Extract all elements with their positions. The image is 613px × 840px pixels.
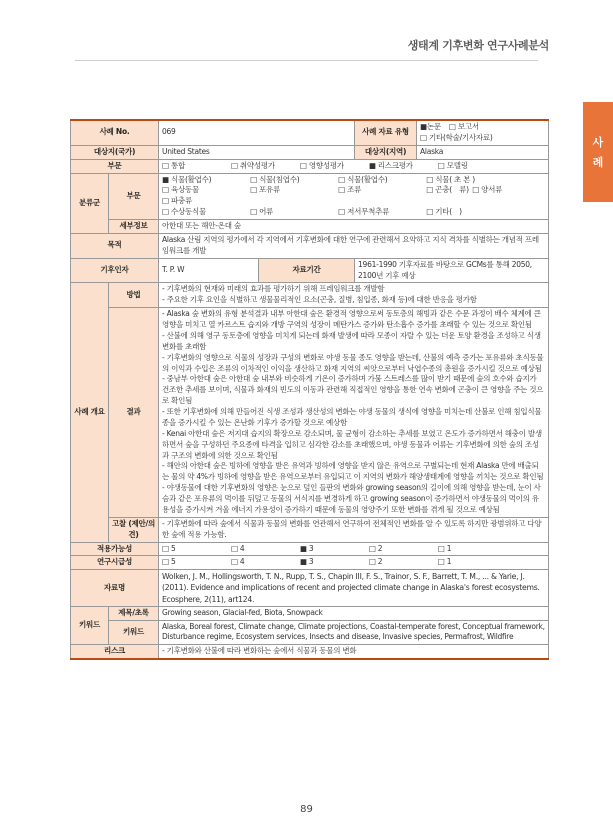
sector-modeling: □ 모델링 — [437, 160, 468, 170]
label-taxon-sector: 부문 — [109, 173, 159, 220]
urgency-5: □ 5 — [162, 557, 176, 567]
label-urgency: 연구시급성 — [71, 556, 159, 570]
taxon-aquatic: □ 수상동식물 — [162, 207, 206, 217]
label-authors: 기후인자 — [71, 258, 159, 283]
urgency-3: ■ 3 — [299, 557, 314, 567]
taxon-amphibian: □ 양서류 — [472, 185, 503, 195]
label-keyword: 키워드 — [71, 606, 109, 645]
result-item: - 산불에 의해 영구 동토층에 영향을 미치게 되는데 화재 발생에 따라 모종이 자랄 수 있는 더운 토양 환경을 조성하고 식생변화를 초래함 — [162, 330, 541, 351]
label-method: 방법 — [109, 283, 159, 308]
urgency-options — [159, 556, 549, 570]
result-item: - 중남부 아한대 숲은 아한대 숲 내부와 비슷하게 기온이 증가하며 가뭄 스트레스를 많이 받기 때문에 숲의 호수와 습지가 건조한 추세를 보이며, 식물과 화재의 빈도의 이동과 관련해 직접적인 영향을 통한 연속 변화에 곤충이 큰 영향을 주는 것으로 확인됨 — [162, 374, 544, 406]
data-type-report: □ 보고서 — [448, 122, 479, 131]
sector-options — [159, 159, 549, 173]
label-kw-title: 제목/초록 — [109, 606, 159, 620]
header-divider — [75, 60, 538, 61]
result-item: - 야생동물에 대한 기후변화의 영향은 눈으로 덮인 들판의 변화와 growing season의 길이에 의해 영향을 받는데, 눈이 사슴과 같은 포유류의 먹이를 뒤덮고 동물의 서식지를 변경하게 하고 growing season이 증가하면서 야생동물의 먹이의 유용성을 증가시켜 겨울 에너지 가용성이 증가하기 때문에 동물의 영양주기 또한 변화를 겪게 될 것으로 예상됨 — [162, 483, 541, 514]
applicability-options — [159, 542, 549, 556]
label-applicability: 적용가능성 — [71, 542, 159, 556]
label-case-no: 사례 No. — [71, 120, 159, 145]
taxon-benthic: □ 저서무척추류 — [338, 207, 390, 217]
taxon-broadleaf-2: □ 식물(활엽수) — [338, 174, 388, 184]
label-sector: 부문 — [71, 159, 159, 173]
method-item: - 기후변화의 현재와 미래의 효과를 평가하기 위해 프레임워크를 개발함 — [162, 284, 385, 294]
label-taxon: 분류군 — [71, 173, 109, 233]
result-item: - 기후변화의 영향으로 식물의 성장과 구성의 변화로 야생 동물 종도 영향을 받는데, 산불의 예측 증가는 포유류와 초식동물의 이익과 수입은 조류의 이차적인 이익을 생산하고 화재 지역의 씨앗으로부터 낙엽수종의 총원을 증가시킬 것으로 예상됨 — [162, 352, 544, 373]
label-summary: 사례 개요 — [71, 283, 109, 542]
applicability-5: □ 5 — [162, 543, 176, 553]
discussion-value: - 기후변화에 따라 숲에서 식물과 동물의 변화를 연관해서 연구하여 전체적인 변화를 알 수 있도록 하지만 광범위하고 다양한 숲에 적용 가능함. — [159, 517, 549, 542]
label-period: 자료기간 — [259, 258, 355, 283]
result-item: - Kenai 아한대 숲은 저지대 습지의 확장으로 감소되며, 물 균형이 감소하는 추세를 보였고 온도가 증가하면서 해충이 발생하면서 숲을 구성하던 주요종에 타격을 입히고 심각한 감소를 초래했으며, 야생 동물과 어류는 기후변화에 의한 숲의 조성과 구조의 변화에 의한 것으로 확인됨 — [162, 428, 542, 460]
label-detail: 세부정보 — [109, 220, 159, 234]
applicability-3: ■ 3 — [299, 543, 314, 553]
taxon-bird: □ 조류 — [338, 185, 362, 195]
authors-value: T. P. W — [159, 258, 259, 283]
sector-risk: ■ 리스크평가 — [368, 160, 413, 170]
purpose-value: Alaska 산림 지역의 평가에서 각 지역에서 기후변화에 대한 연구에 관련해서 요약하고 지식 격차를 식별하는 개념적 프레임워크를 개발 — [159, 233, 549, 258]
label-source: 자료명 — [71, 570, 159, 606]
applicability-2: □ 2 — [368, 543, 383, 553]
period-value: 1961-1990 기후자료를 바탕으로 GCMs를 통해 2050, 2100년 기후 예상 — [355, 258, 549, 283]
country-value: United States — [159, 145, 355, 159]
urgency-1: □ 1 — [437, 557, 452, 567]
label-risk: 리스크 — [71, 645, 159, 659]
taxon-fish: □ 어류 — [250, 207, 274, 217]
taxon-insect: □ 곤충( 류) — [426, 185, 469, 195]
sector-vulnerability: □ 취약성평가 — [230, 160, 275, 170]
section-side-tab — [583, 102, 613, 202]
label-data-type: 사례 자료 유형 — [355, 120, 417, 145]
case-summary-table — [70, 119, 549, 660]
taxon-options — [159, 173, 549, 220]
taxon-broadleaf: ■ 식물(활엽수) — [162, 174, 212, 184]
data-type-options — [417, 120, 549, 145]
side-tab-char-2: 례 — [592, 156, 604, 169]
taxon-mammal: □ 포유류 — [250, 185, 281, 195]
label-result: 결과 — [109, 308, 159, 518]
result-item: - 또한 기후변화에 의해 만들어진 식생 조성과 생산성의 변화는 야생 동물의 생식에 영향을 미치는데 산불로 인해 침입식물 종을 증가시킬 수 있는 온난화 기후가 증가할 것으로 예상함 — [162, 407, 542, 427]
taxon-terrestrial: □ 육상동물 — [162, 185, 199, 195]
source-value: Wolken, J. M., Hollingsworth, T. N., Rupp, T. S., Chapin III, F. S., Trainor, S. F., Barrett, T. M., ... & Yarie, J. (2011). Evidence and implications of recent and projected climate change in Alaska's forest ecosystems. Ecosphere, 2(11), art124. — [159, 570, 549, 606]
result-item: - Alaska 숲 변화의 유형 분석결과 내부 아한대 숲은 환경적 영향으로써 동토층의 해빙과 같은 수문 과정이 배수 체계에 큰 영향을 미치고 열 카르스트 습지와 개방 구역의 성장이 메탄가스 증가와 탄소흡수 증가를 초래할 수 있는 것으로 확인됨 — [162, 309, 541, 329]
kw-title-value: Growing season, Glacial-fed, Biota, Snowpack — [159, 606, 549, 620]
data-type-other: □ 기타(학술/기사자료) — [420, 132, 493, 142]
detail-value: 아한대 또는 해안-온대 숲 — [159, 220, 549, 234]
result-item: - 해안의 아한대 숲은 빙하에 영향을 받은 유역과 빙하에 영향을 받지 않은 유역으로 구별되는데 현재 Alaska 만에 배출되는 물의 약 4%가 빙하에 영향을 받은 유역으로부터 유입되고 이 지역의 변화가 해양생태계에 영향을 끼치는 것으로 확인됨 — [162, 461, 544, 482]
applicability-1: □ 1 — [437, 543, 452, 553]
taxon-reptile: □ 파충류 — [162, 196, 192, 206]
label-country: 대상지(국가) — [71, 145, 159, 159]
method-list — [159, 283, 549, 308]
running-header: 생태계 기후변화 연구사례분석 — [407, 39, 549, 52]
taxon-other: □ 기타( ) — [426, 207, 462, 217]
taxon-herb: □ 식물( 초 본 ) — [426, 174, 475, 184]
taxon-conifer: □ 식물(침엽수) — [250, 174, 300, 184]
label-purpose: 목적 — [71, 233, 159, 258]
method-item: - 주요한 기후 요인을 식별하고 생물물리적인 요소(곤충, 질병, 침입종, 화재 등)에 대한 반응을 평가함 — [162, 295, 477, 305]
label-discussion: 고찰 (제안/의견) — [109, 517, 159, 542]
region-value: Alaska — [417, 145, 549, 159]
case-no-value: 069 — [159, 120, 355, 145]
sector-impact: □ 영향성평가 — [299, 160, 344, 170]
urgency-4: □ 4 — [230, 557, 245, 567]
data-type-paper: ■논문 — [420, 122, 441, 131]
kw-keyword-value: Alaska, Boreal forest, Climate change, Climate projections, Coastal-temperate forest, Conceptual framework, Disturbance regime, Ecosystem services, Insects and disease, Invasive species, Permafrost, Wildfire — [159, 620, 549, 645]
sector-integrated: □ 통합 — [162, 160, 185, 170]
result-list — [159, 308, 549, 518]
label-region: 대상지(지역) — [355, 145, 417, 159]
urgency-2: □ 2 — [368, 557, 383, 567]
label-kw-keyword: 키워드 — [109, 620, 159, 645]
risk-value: - 기후변화와 산불에 따라 변화하는 숲에서 식물과 동물의 변화 — [159, 645, 549, 659]
page-number: 89 — [300, 804, 313, 815]
side-tab-char-1: 사 — [592, 136, 604, 149]
applicability-4: □ 4 — [230, 543, 245, 553]
